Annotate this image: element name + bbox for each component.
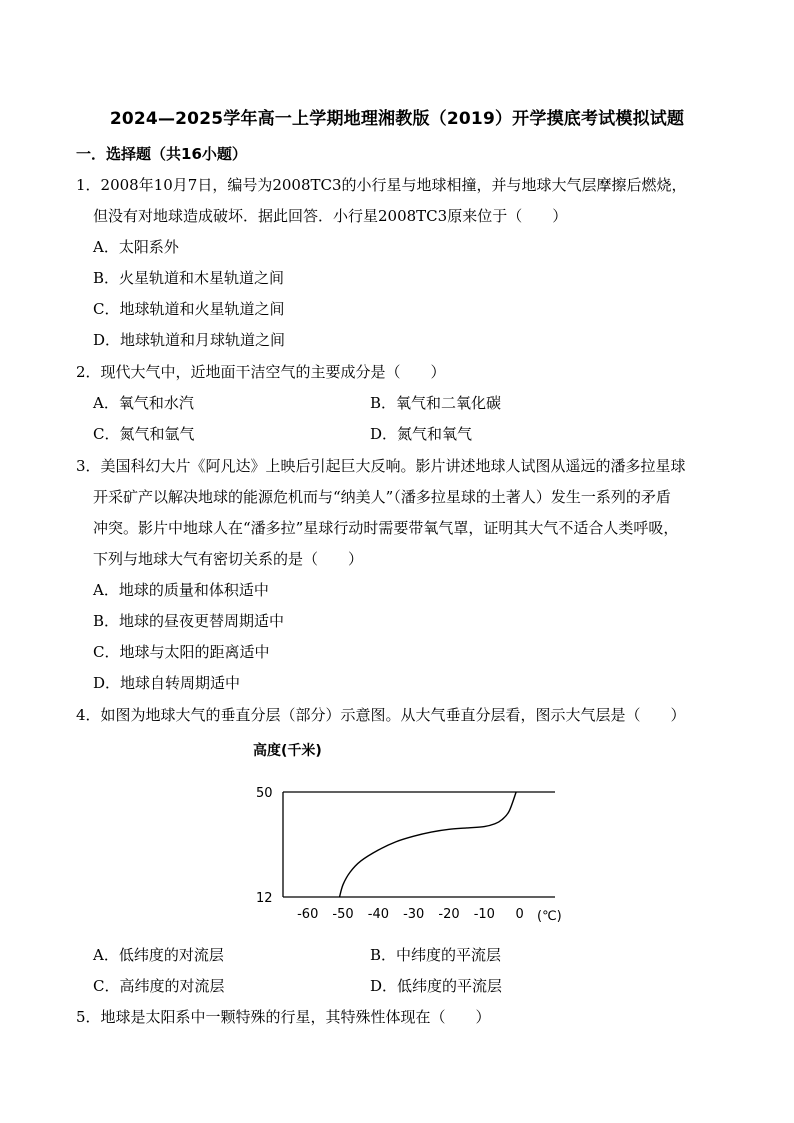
y-tick-label-12: 12 xyxy=(256,891,273,906)
q1-stem-line2: 但没有对地球造成破坏．据此回答．小行星2008TC3原来位于（ ） xyxy=(93,207,568,225)
q3-option-b: B．地球的昼夜更替周期适中 xyxy=(93,612,285,630)
temperature-curve xyxy=(340,792,517,897)
q2-option-c: C．氮气和氩气 xyxy=(93,425,195,443)
q4-option-d: D．低纬度的平流层 xyxy=(370,977,503,995)
q3-stem-line2: 开采矿产以解决地球的能源危机而与“纳美人”（潘多拉星球的土著人）发生一系列的矛盾 xyxy=(93,488,671,506)
q1-option-d: D．地球轨道和月球轨道之间 xyxy=(93,331,286,349)
section-heading: 一．选择题（共16小题） xyxy=(76,145,247,163)
x-tick-label: -40 xyxy=(367,907,389,922)
q3-option-a: A．地球的质量和体积适中 xyxy=(93,581,269,599)
x-tick-label: -30 xyxy=(403,907,425,922)
q3-stem-line1: 3．美国科幻大片《阿凡达》上映后引起巨大反响。影片讲述地球人试图从遥远的潘多拉星球 xyxy=(76,457,686,475)
q3-stem-line3: 冲突。影片中地球人在“潘多拉”星球行动时需要带氧气罩，证明其大气不适合人类呼吸， xyxy=(93,519,679,537)
atmosphere-chart xyxy=(240,738,580,938)
q4-option-b: B．中纬度的平流层 xyxy=(370,946,502,964)
q1-option-b: B．火星轨道和木星轨道之间 xyxy=(93,269,285,287)
x-tick-label: -60 xyxy=(297,907,319,922)
x-tick-labels xyxy=(297,907,524,922)
x-tick-label: -50 xyxy=(332,907,354,922)
q2-option-b: B．氧气和二氧化碳 xyxy=(370,394,502,412)
q2-option-d: D．氮气和氧气 xyxy=(370,425,473,443)
q4-option-c: C．高纬度的对流层 xyxy=(93,977,225,995)
x-tick-label: -10 xyxy=(473,907,495,922)
y-tick-label-50: 50 xyxy=(256,786,273,801)
page-title: 2024—2025学年高一上学期地理湘教版（2019）开学摸底考试模拟试题 xyxy=(109,109,685,129)
q1-option-c: C．地球轨道和火星轨道之间 xyxy=(93,300,285,318)
q3-option-c: C．地球与太阳的距离适中 xyxy=(93,643,270,661)
q2-option-a: A．氧气和水汽 xyxy=(93,394,194,412)
x-unit-label: (℃) xyxy=(537,909,562,924)
q4-option-a: A．低纬度的对流层 xyxy=(93,946,224,964)
x-tick-label: -20 xyxy=(438,907,460,922)
q3-stem-line4: 下列与地球大气有密切关系的是（ ） xyxy=(93,550,364,568)
q2-stem-line1: 2．现代大气中，近地面干洁空气的主要成分是（ ） xyxy=(76,363,446,381)
x-tick-label: 0 xyxy=(515,907,524,922)
q5-stem-line1: 5．地球是太阳系中一颗特殊的行星，其特殊性体现在（ ） xyxy=(76,1008,491,1026)
q1-stem-line1: 1．2008年10月7日，编号为2008TC3的小行星与地球相撞，并与地球大气层摩擦后燃烧， xyxy=(76,176,687,194)
chart-y-label: 高度(千米) xyxy=(253,743,322,759)
q3-option-d: D．地球自转周期适中 xyxy=(93,674,241,692)
q4-stem-line1: 4．如图为地球大气的垂直分层（部分）示意图。从大气垂直分层看，图示大气层是（ ） xyxy=(76,706,686,724)
q1-option-a: A．太阳系外 xyxy=(93,238,179,256)
